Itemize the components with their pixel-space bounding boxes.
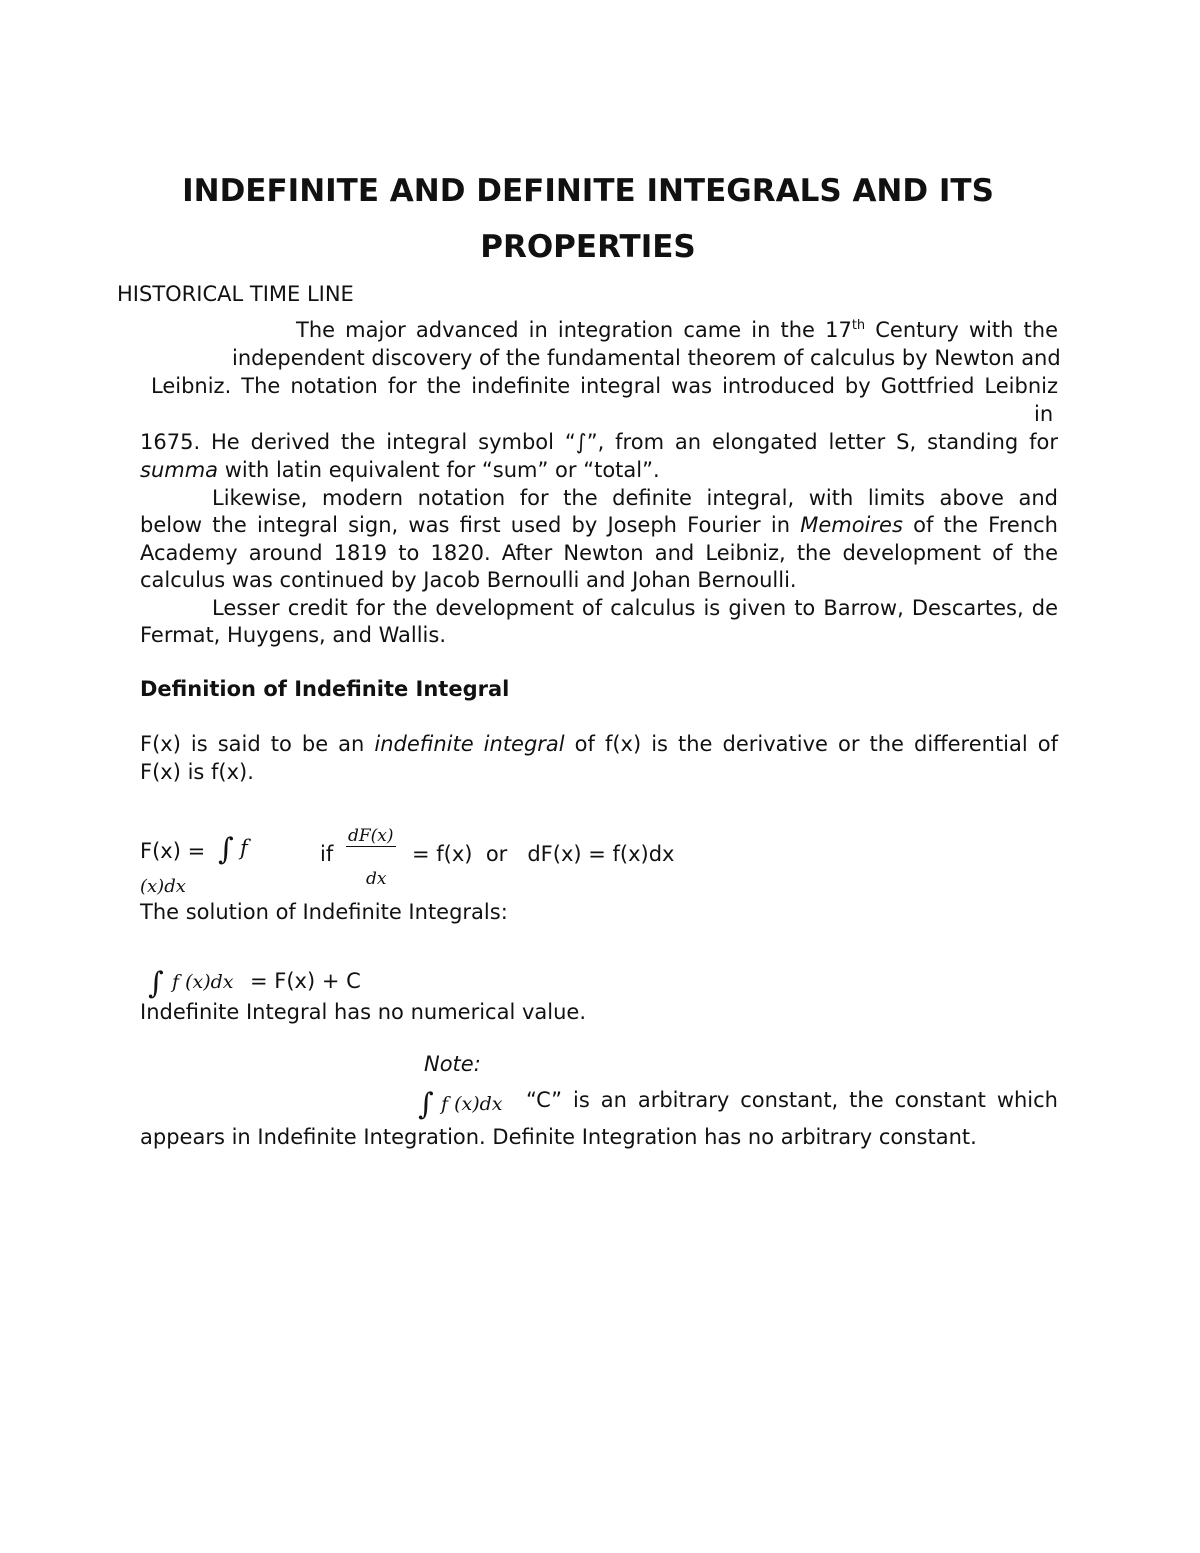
paragraph-line: 1675. He derived the integral symbol “∫”, from an elongated letter S, standing for [140, 430, 1058, 454]
math-expression: f (x)dx [441, 1093, 503, 1115]
page-title-line-1: INDEFINITE AND DEFINITE INTEGRALS AND ITS [182, 173, 994, 209]
equation-rhs: = F(x) + C [250, 969, 361, 993]
emphasis-text: indefinite integral [374, 732, 565, 756]
paragraph-line [140, 458, 660, 482]
paragraph-line: calculus was continued by Jacob Bernoulli and Johan Bernoulli. [140, 568, 797, 592]
text-span: of f(x) is the derivative or the differential of [564, 732, 1058, 756]
integral-sign: ∫ [418, 1087, 434, 1122]
text-span: F(x) is said to be an [140, 732, 375, 756]
superscript: th [851, 318, 866, 333]
fraction-numerator: dF(x) [348, 826, 394, 846]
text-span: with latin equivalent for “sum” or “total”. [218, 458, 660, 482]
section-heading-historical: HISTORICAL TIME LINE [117, 282, 354, 306]
text-span: of the French [902, 513, 1058, 537]
paragraph-line [140, 513, 1058, 537]
math-expression: (x)dx [140, 876, 186, 897]
equation-text: if [320, 842, 334, 866]
equation-lhs: F(x) = [140, 839, 206, 863]
integral-sign: ∫ [218, 832, 234, 867]
paragraph-line: Likewise, modern notation for the definite integral, with limits above and [212, 486, 1058, 510]
paragraph-line: Lesser credit for the development of calculus is given to Barrow, Descartes, de [212, 596, 1058, 620]
paragraph-line: “C” is an arbitrary constant, the constant which [526, 1088, 1058, 1112]
text-span: below the integral sign, was first used by Joseph Fourier in [140, 513, 801, 537]
text-span: The major advanced in integration came in the 17 [296, 318, 852, 342]
paragraph-line: in [1034, 402, 1054, 426]
paragraph-line: independent discovery of the fundamental theorem of calculus by Newton and [232, 346, 1061, 370]
paragraph-line: Academy around 1819 to 1820. After Newton and Leibniz, the development of the [140, 541, 1058, 565]
paragraph-line [296, 318, 1058, 342]
math-expression: f (x)dx [172, 971, 234, 993]
paragraph-line: Indefinite Integral has no numerical value. [140, 1000, 587, 1024]
paragraph-line: The solution of Indefinite Integrals: [140, 900, 508, 924]
text-span: Century with the [865, 318, 1059, 342]
paragraph-line: Leibniz. The notation for the indefinite integral was introduced by Gottfried Leibniz [151, 374, 1058, 398]
section-heading-definition: Definition of Indefinite Integral [140, 677, 510, 701]
note-label: Note: [424, 1052, 481, 1076]
math-function: f [240, 836, 248, 860]
emphasis-text: summa [140, 458, 219, 482]
paragraph-line: F(x) is f(x). [140, 760, 254, 784]
paragraph-line: Fermat, Huygens, and Wallis. [140, 623, 446, 647]
paragraph-line: appears in Indefinite Integration. Definite Integration has no arbitrary constant. [140, 1125, 977, 1149]
page-title-line-2: PROPERTIES [480, 229, 696, 265]
paragraph-line [140, 732, 1058, 756]
integral-sign: ∫ [148, 966, 164, 1001]
fraction-denominator: dx [366, 869, 387, 889]
emphasis-text: Memoires [800, 513, 903, 537]
equation-rhs: = f(x) or dF(x) = f(x)dx [412, 842, 675, 866]
